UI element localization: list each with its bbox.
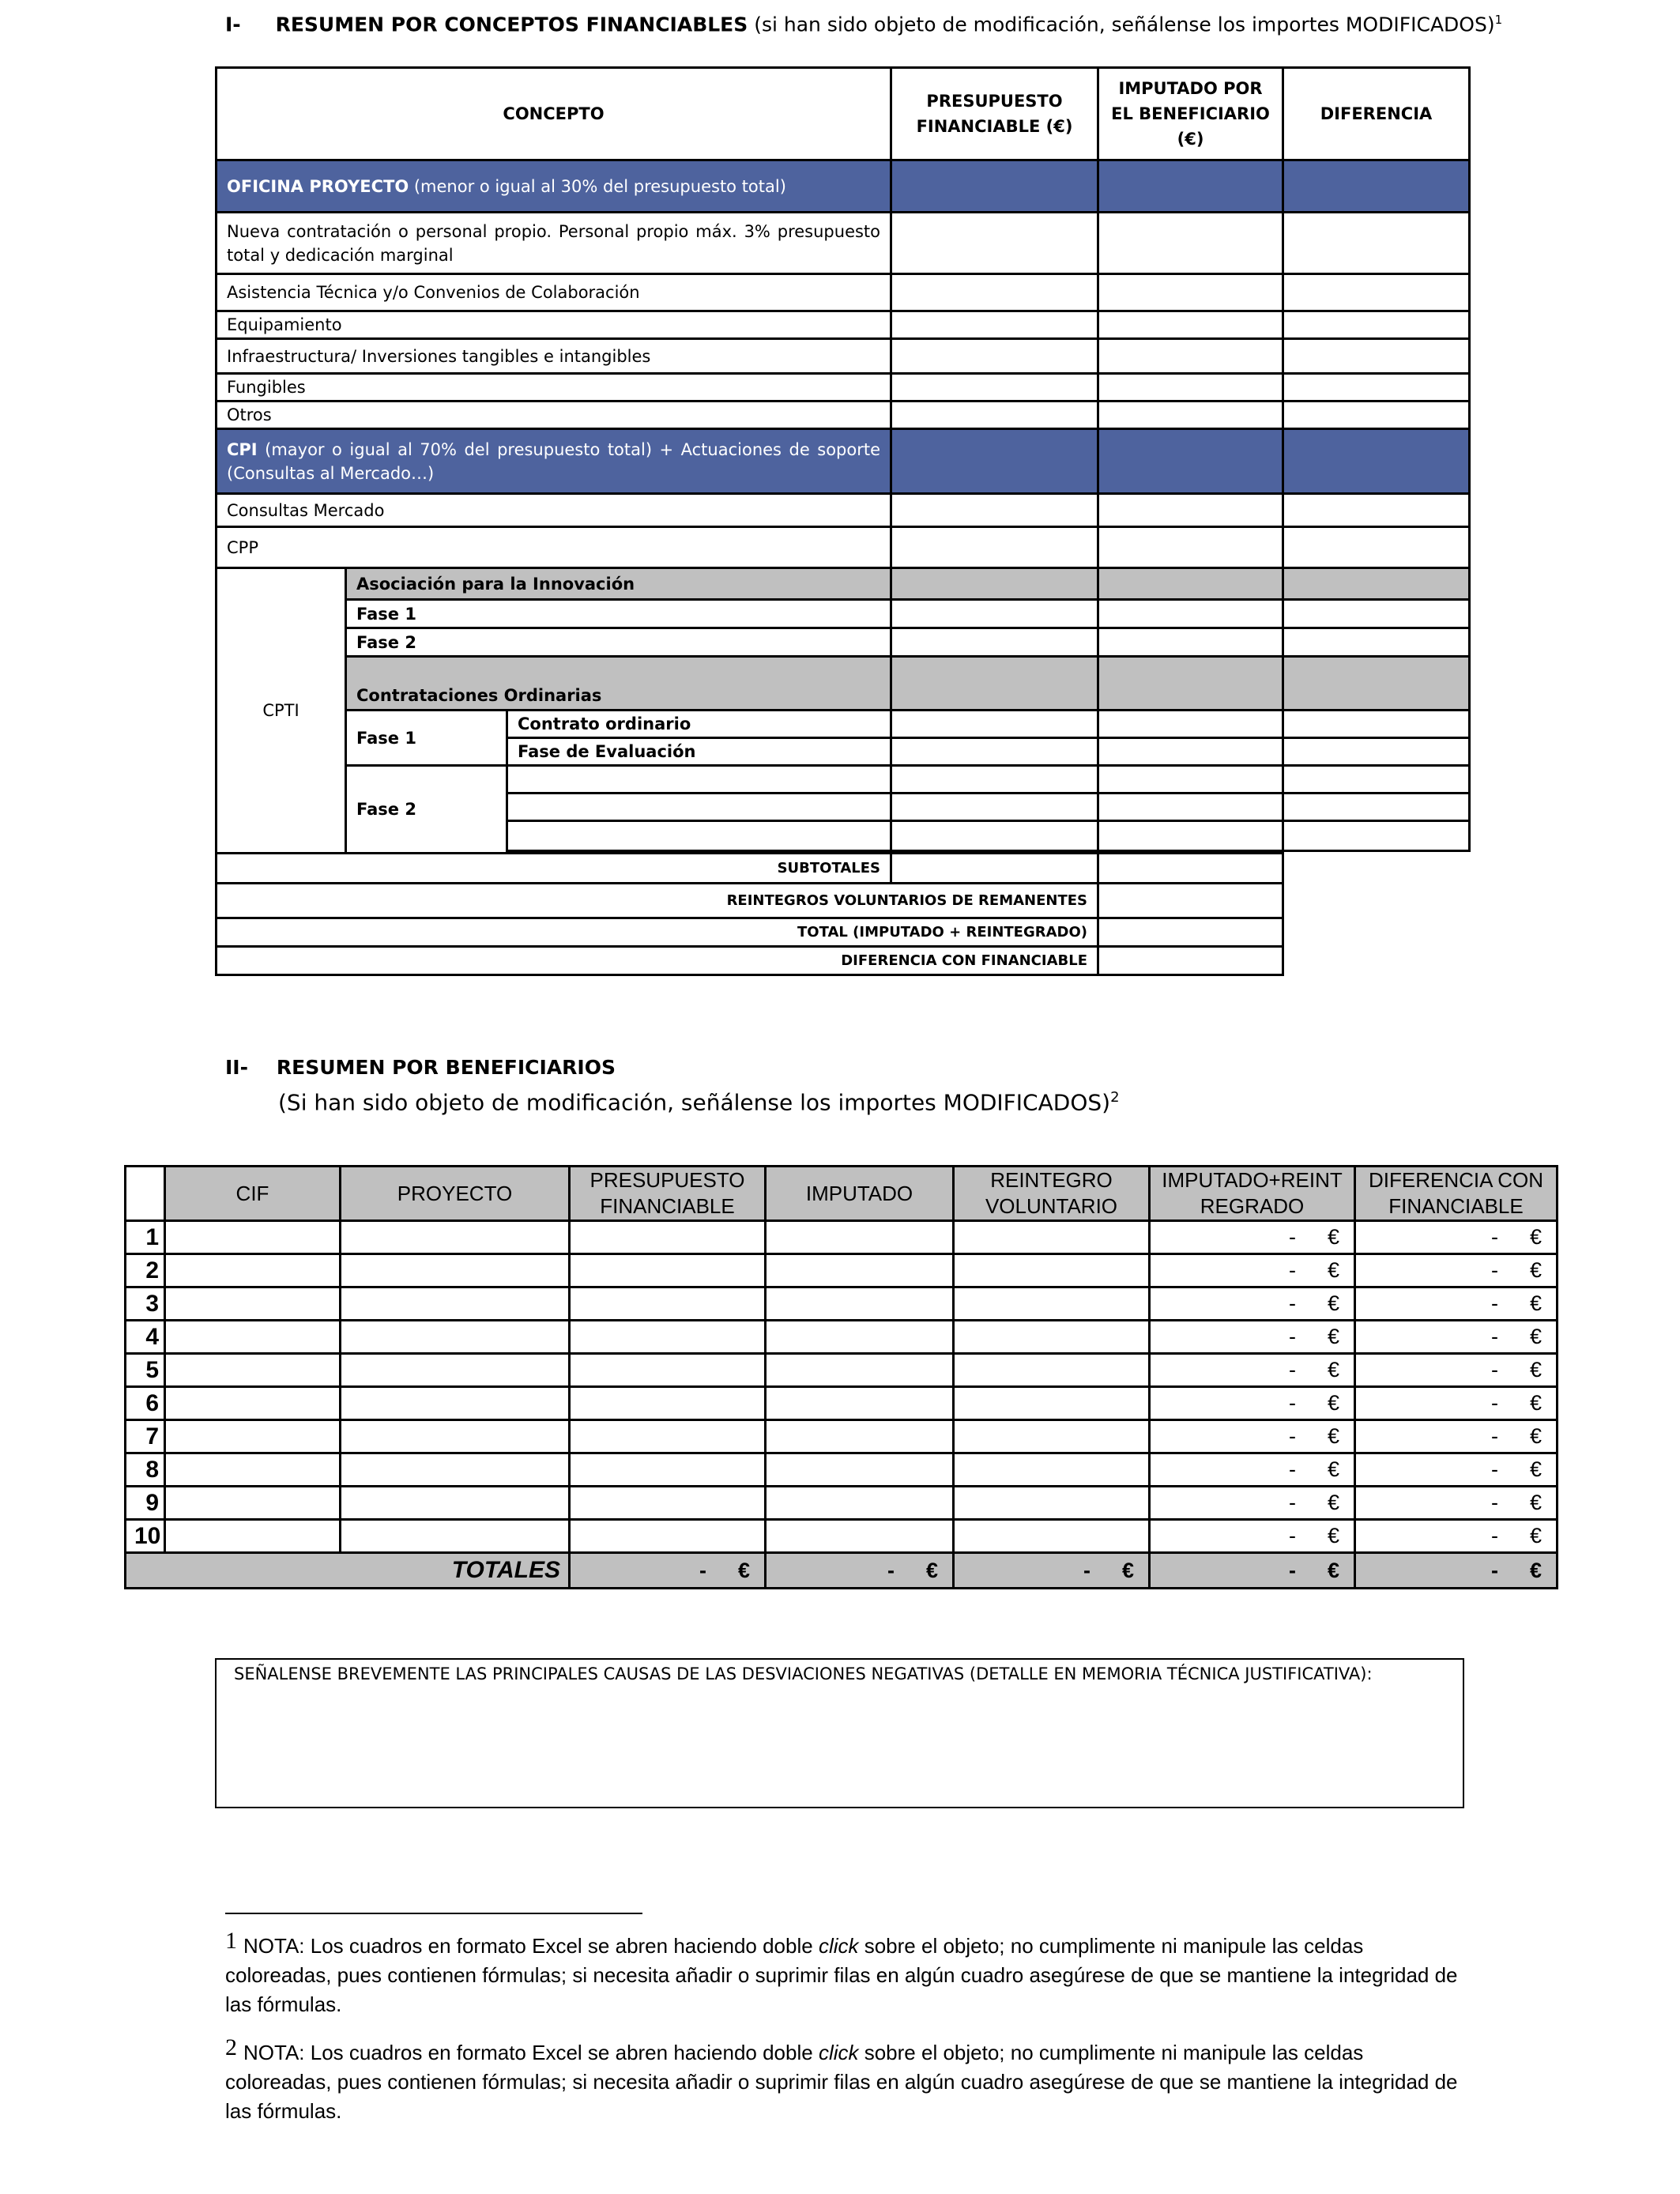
input-cell[interactable]	[891, 527, 1098, 568]
input-cell[interactable]	[891, 274, 1098, 311]
input-cell[interactable]	[1098, 339, 1283, 374]
computed-cell: - €	[1355, 1420, 1558, 1453]
input-cell[interactable]	[1098, 274, 1283, 311]
reintegros-label: REINTEGROS VOLUNTARIOS DE REMANENTES	[217, 884, 1098, 918]
input-cell[interactable]	[507, 794, 891, 821]
table-row	[126, 1487, 1558, 1520]
oficina-proyecto-row	[217, 160, 1470, 213]
input-cell[interactable]	[165, 1221, 341, 1254]
section-1-heading	[225, 13, 1502, 36]
input-cell[interactable]	[1283, 401, 1470, 429]
row-number: 9	[126, 1487, 165, 1520]
causes-textbox[interactable]	[215, 1658, 1464, 1808]
contrataciones-label: Contrataciones Ordinarias	[346, 657, 891, 711]
footnote-ref-2[interactable]: 2	[1110, 1089, 1120, 1106]
asociacion-label: Asociación para la Innovación	[346, 568, 891, 600]
computed-cell: - €	[1355, 1287, 1558, 1321]
table-row	[217, 494, 1470, 527]
computed-cell: - €	[1355, 1520, 1558, 1553]
input-cell[interactable]	[1098, 947, 1283, 975]
input-cell[interactable]	[954, 1387, 1150, 1420]
cpi-row	[217, 429, 1470, 494]
input-cell[interactable]	[891, 494, 1098, 527]
input-cell[interactable]	[954, 1453, 1150, 1487]
input-cell[interactable]	[766, 1321, 954, 1354]
input-cell[interactable]	[1098, 374, 1283, 401]
input-cell[interactable]	[165, 1387, 341, 1420]
input-cell[interactable]	[766, 1453, 954, 1487]
input-cell[interactable]	[1098, 401, 1283, 429]
input-cell[interactable]	[1098, 311, 1283, 339]
input-cell[interactable]	[341, 1453, 570, 1487]
col-header-diferencia: DIFERENCIA	[1283, 68, 1470, 160]
input-cell[interactable]	[1283, 766, 1470, 794]
input-cell[interactable]	[341, 1254, 570, 1287]
input-cell[interactable]	[1098, 600, 1283, 628]
computed-cell: - €	[1355, 1321, 1558, 1354]
input-cell[interactable]	[341, 1520, 570, 1553]
input-cell[interactable]	[570, 1420, 766, 1453]
input-cell[interactable]	[766, 1254, 954, 1287]
row-number: 10	[126, 1520, 165, 1553]
total-cell: - €	[766, 1553, 954, 1589]
input-cell[interactable]	[954, 1354, 1150, 1387]
cpi-label: CPI (mayor o igual al 70% del presupuesto total) + Actuaciones de soporte (Consultas al Mercado…)	[217, 429, 891, 494]
concept-asistencia: Asistencia Técnica y/o Convenios de Colaboración	[217, 274, 891, 311]
table-row	[126, 1354, 1558, 1387]
section-2-heading	[225, 1056, 616, 1079]
computed-cell: - €	[1150, 1321, 1355, 1354]
input-cell[interactable]	[954, 1487, 1150, 1520]
section-1-title: RESUMEN POR CONCEPTOS FINANCIABLES	[275, 13, 748, 36]
input-cell[interactable]	[1283, 311, 1470, 339]
table-row	[126, 1520, 1558, 1553]
concept-equipamiento: Equipamiento	[217, 311, 891, 339]
input-cell[interactable]	[341, 1321, 570, 1354]
input-cell[interactable]	[891, 213, 1098, 274]
input-cell[interactable]	[570, 1487, 766, 1520]
computed-cell: - €	[1150, 1354, 1355, 1387]
input-cell[interactable]	[891, 628, 1098, 657]
computed-cell: - €	[1355, 1221, 1558, 1254]
input-cell[interactable]	[1098, 766, 1283, 794]
input-cell[interactable]	[1283, 339, 1470, 374]
contrato-ordinario-label: Contrato ordinario	[507, 711, 891, 738]
section-2-roman: II-	[225, 1056, 248, 1079]
input-cell[interactable]	[1283, 821, 1470, 851]
total-cell: - €	[1150, 1553, 1355, 1589]
total-cell: - €	[1355, 1553, 1558, 1589]
concept-cpp: CPP	[217, 527, 891, 568]
computed-cell: - €	[1150, 1520, 1355, 1553]
input-cell[interactable]	[165, 1287, 341, 1321]
input-cell[interactable]	[954, 1520, 1150, 1553]
footnote-2: 2 NOTA: Los cuadros en formato Excel se abren haciendo doble click sobre el objeto; no cumplimente ni manipule las celdas coloreadas, pues contienen fórmulas; si necesita añadir o suprimir filas en algún cuadro asegúrese de que se mantiene la integridad de las fórmulas.	[225, 2034, 1458, 2123]
totals-label: TOTALES	[126, 1553, 570, 1589]
fase-evaluacion-label: Fase de Evaluación	[507, 738, 891, 766]
input-cell[interactable]	[570, 1354, 766, 1387]
input-cell[interactable]	[165, 1321, 341, 1354]
concept-fungibles: Fungibles	[217, 374, 891, 401]
input-cell[interactable]	[891, 738, 1098, 766]
col-header-presupuesto: PRESUPUESTO FINANCIABLE (€)	[891, 68, 1098, 160]
col-header-imputado: IMPUTADO	[766, 1167, 954, 1221]
table-row	[126, 1453, 1558, 1487]
input-cell[interactable]	[766, 1420, 954, 1453]
section-2-subtitle: (Si han sido objeto de modificación, señálense los importes MODIFICADOS)$^2$	[278, 1089, 1120, 1116]
table-row	[217, 311, 1470, 339]
footnote-ref-1[interactable]: 1	[1494, 13, 1503, 27]
row-number: 8	[126, 1453, 165, 1487]
table-row	[217, 401, 1470, 429]
col-header-presupuesto: PRESUPUESTO FINANCIABLE	[570, 1167, 766, 1221]
input-cell[interactable]	[507, 766, 891, 794]
input-cell[interactable]	[891, 854, 1098, 884]
input-cell[interactable]	[1283, 628, 1470, 657]
input-cell[interactable]	[1283, 213, 1470, 274]
table-row	[217, 527, 1470, 568]
input-cell[interactable]	[1098, 738, 1283, 766]
computed-cell: - €	[1355, 1487, 1558, 1520]
computed-cell: - €	[1150, 1487, 1355, 1520]
input-cell[interactable]	[165, 1354, 341, 1387]
computed-cell: - €	[1150, 1254, 1355, 1287]
input-cell[interactable]	[954, 1221, 1150, 1254]
row-number: 1	[126, 1221, 165, 1254]
input-cell[interactable]	[1098, 884, 1283, 918]
input-cell[interactable]	[570, 1221, 766, 1254]
input-cell[interactable]	[341, 1287, 570, 1321]
input-cell[interactable]	[954, 1254, 1150, 1287]
input-cell[interactable]	[507, 821, 891, 851]
computed-cell: - €	[1150, 1453, 1355, 1487]
input-cell[interactable]	[891, 401, 1098, 429]
causes-label: SEÑALENSE BREVEMENTE LAS PRINCIPALES CAUSAS DE LAS DESVIACIONES NEGATIVAS (DETALLE EN MEMORIA TÉCNICA JUSTIFICATIVA):	[234, 1664, 1373, 1683]
total-label: TOTAL (IMPUTADO + REINTEGRADO)	[217, 918, 1098, 947]
section-1-title-rest: (si han sido objeto de modificación, señálense los importes MODIFICADOS)	[748, 13, 1495, 36]
diferencia-financiable-label: DIFERENCIA CON FINANCIABLE	[217, 947, 1098, 975]
input-cell[interactable]	[891, 311, 1098, 339]
col-header-diferencia: DIFERENCIA CON FINANCIABLE	[1355, 1167, 1558, 1221]
input-cell[interactable]	[1098, 918, 1283, 947]
row-number: 3	[126, 1287, 165, 1321]
input-cell[interactable]	[1098, 527, 1283, 568]
input-cell[interactable]	[891, 600, 1098, 628]
table-row	[126, 1221, 1558, 1254]
input-cell[interactable]	[1098, 213, 1283, 274]
input-cell[interactable]	[165, 1453, 341, 1487]
input-cell[interactable]	[766, 1221, 954, 1254]
table-row	[126, 1387, 1558, 1420]
input-cell[interactable]	[165, 1420, 341, 1453]
input-cell[interactable]	[766, 1487, 954, 1520]
input-cell[interactable]	[891, 821, 1098, 851]
computed-cell: - €	[1150, 1287, 1355, 1321]
col-header-imputado: IMPUTADO POR EL BENEFICIARIO (€)	[1098, 68, 1283, 160]
input-cell[interactable]	[891, 339, 1098, 374]
row-number: 6	[126, 1387, 165, 1420]
subtotales-label: SUBTOTALES	[217, 854, 891, 884]
row-number: 5	[126, 1354, 165, 1387]
ordinarias-fase-2: Fase 2	[346, 766, 507, 854]
input-cell[interactable]	[954, 1420, 1150, 1453]
input-cell[interactable]	[891, 374, 1098, 401]
computed-cell: - €	[1355, 1354, 1558, 1387]
table-row	[217, 339, 1470, 374]
footnote-separator	[225, 1913, 642, 1914]
table-row	[126, 1254, 1558, 1287]
ordinarias-fase-1: Fase 1	[346, 711, 507, 766]
concept-infraestructura: Infraestructura/ Inversiones tangibles e intangibles	[217, 339, 891, 374]
total-cell: - €	[570, 1553, 766, 1589]
input-cell[interactable]	[341, 1354, 570, 1387]
table-row	[217, 374, 1470, 401]
input-cell[interactable]	[165, 1254, 341, 1287]
input-cell[interactable]	[891, 711, 1098, 738]
input-cell[interactable]	[1098, 794, 1283, 821]
section-1-roman: I-	[225, 13, 241, 36]
input-cell[interactable]	[570, 1453, 766, 1487]
input-cell[interactable]	[1098, 821, 1283, 851]
input-cell[interactable]	[570, 1387, 766, 1420]
beneficiarios-table	[124, 1165, 1558, 1589]
input-cell[interactable]	[570, 1321, 766, 1354]
input-cell[interactable]	[165, 1520, 341, 1553]
asociacion-fase-2: Fase 2	[346, 628, 891, 657]
input-cell[interactable]	[1098, 628, 1283, 657]
col-header-cif: CIF	[165, 1167, 341, 1221]
cpti-label: CPTI	[217, 568, 346, 854]
asociacion-fase-1: Fase 1	[346, 600, 891, 628]
row-number: 7	[126, 1420, 165, 1453]
section-2-title: RESUMEN POR BENEFICIARIOS	[276, 1056, 616, 1079]
table-row	[217, 274, 1470, 311]
conceptos-table	[215, 66, 1471, 976]
input-cell[interactable]	[1283, 794, 1470, 821]
input-cell[interactable]	[341, 1387, 570, 1420]
computed-cell: - €	[1150, 1420, 1355, 1453]
computed-cell: - €	[1150, 1387, 1355, 1420]
footnote-1: 1 NOTA: Los cuadros en formato Excel se abren haciendo doble click sobre el objeto; no cumplimente ni manipule las celdas coloreadas, pues contienen fórmulas; si necesita añadir o suprimir filas en algún cuadro asegúrese de que se mantiene la integridad de las fórmulas.	[225, 1928, 1458, 2016]
input-cell[interactable]	[570, 1287, 766, 1321]
row-number: 4	[126, 1321, 165, 1354]
input-cell[interactable]	[1283, 494, 1470, 527]
computed-cell: - €	[1355, 1453, 1558, 1487]
input-cell[interactable]	[1098, 494, 1283, 527]
input-cell[interactable]	[570, 1254, 766, 1287]
input-cell[interactable]	[341, 1221, 570, 1254]
input-cell[interactable]	[1283, 527, 1470, 568]
totals-row	[126, 1553, 1558, 1589]
input-cell[interactable]	[165, 1487, 341, 1520]
input-cell[interactable]	[570, 1520, 766, 1553]
input-cell[interactable]	[891, 794, 1098, 821]
total-cell: - €	[954, 1553, 1150, 1589]
computed-cell: - €	[1355, 1254, 1558, 1287]
table-row	[126, 1287, 1558, 1321]
input-cell[interactable]	[766, 1287, 954, 1321]
input-cell[interactable]	[1283, 600, 1470, 628]
input-cell[interactable]	[766, 1520, 954, 1553]
col-header-reintegro: REINTEGRO VOLUNTARIO	[954, 1167, 1150, 1221]
input-cell[interactable]	[766, 1387, 954, 1420]
table-row	[126, 1420, 1558, 1453]
computed-cell: - €	[1150, 1221, 1355, 1254]
computed-cell: - €	[1355, 1387, 1558, 1420]
input-cell[interactable]	[891, 766, 1098, 794]
input-cell[interactable]	[1283, 738, 1470, 766]
col-header-concepto: CONCEPTO	[217, 68, 891, 160]
input-cell[interactable]	[341, 1420, 570, 1453]
concept-otros: Otros	[217, 401, 891, 429]
input-cell[interactable]	[1098, 854, 1283, 884]
input-cell[interactable]	[1098, 711, 1283, 738]
table-row	[126, 1321, 1558, 1354]
col-header-imputado-reintegrado: IMPUTADO+REINTREGRADO	[1150, 1167, 1355, 1221]
input-cell[interactable]	[766, 1354, 954, 1387]
input-cell[interactable]	[954, 1321, 1150, 1354]
input-cell[interactable]	[954, 1287, 1150, 1321]
concept-personal: Nueva contratación o personal propio. Personal propio máx. 3% presupuesto total y dedicación marginal	[217, 213, 891, 274]
col-header-proyecto: PROYECTO	[341, 1167, 570, 1221]
table-row	[217, 213, 1470, 274]
row-number: 2	[126, 1254, 165, 1287]
input-cell[interactable]	[1283, 274, 1470, 311]
oficina-proyecto-label: OFICINA PROYECTO (menor o igual al 30% del presupuesto total)	[217, 160, 891, 213]
input-cell[interactable]	[341, 1487, 570, 1520]
concept-consultas: Consultas Mercado	[217, 494, 891, 527]
input-cell[interactable]	[1283, 711, 1470, 738]
input-cell[interactable]	[1283, 374, 1470, 401]
